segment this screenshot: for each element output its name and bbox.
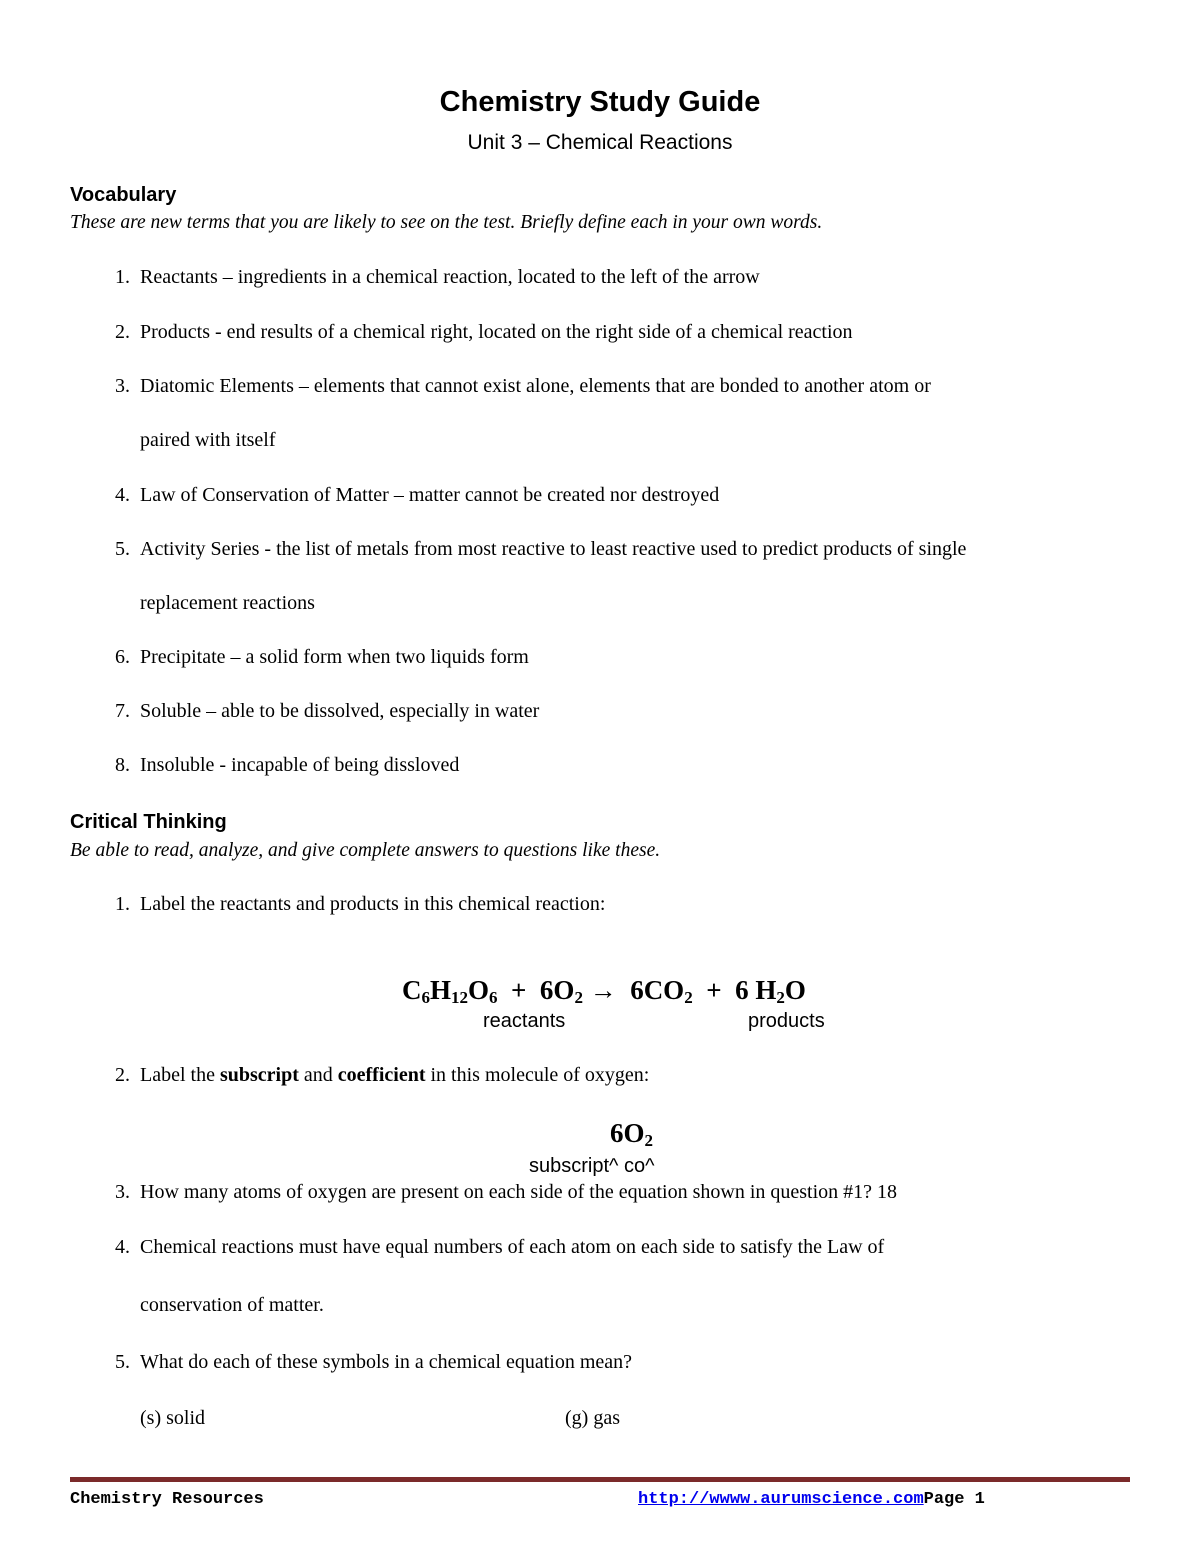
equation-subscript: 2 [776, 988, 785, 1007]
vocab-item-number: 7. [115, 700, 130, 722]
chemical-equation [402, 975, 806, 1006]
equation-water: 6 H [735, 975, 777, 1005]
question-text: What do each of these symbols in a chemical equation mean? [140, 1351, 633, 1373]
footer-right [638, 1490, 985, 1509]
vocab-item-number: 1. [115, 266, 130, 288]
equation-plus: + [511, 975, 527, 1005]
question-text: Chemical reactions must have equal numbers of each atom on each side to satisfy the Law of [140, 1236, 885, 1258]
page-title: Chemistry Study Guide [439, 86, 761, 118]
vocabulary-heading: Vocabulary [70, 184, 177, 206]
vocab-item-text: Insoluble - incapable of being dissloved [140, 754, 460, 776]
question-number: 5. [115, 1351, 130, 1373]
equation-plus: + [706, 975, 722, 1005]
molecule-subscript: 2 [644, 1131, 654, 1150]
equation-carbon: C [402, 975, 422, 1005]
equation-oxygen-molecule: 6O [539, 975, 575, 1005]
vocab-item-text-continued: paired with itself [140, 429, 276, 451]
question-number: 1. [115, 893, 130, 915]
page-subtitle: Unit 3 – Chemical Reactions [467, 131, 733, 154]
vocab-item-text: Precipitate – a solid form when two liquids form [140, 646, 529, 668]
equation-oxygen: O [468, 975, 490, 1005]
equation-arrow: → [589, 975, 617, 1005]
products-label: products [748, 1010, 825, 1032]
symbol-gas: (g) gas [565, 1407, 620, 1429]
question-text-continued: conservation of matter. [140, 1294, 324, 1316]
vocabulary-intro: These are new terms that you are likely to see on the test. Briefly define each in your own words. [70, 212, 823, 233]
vocab-item-text: Soluble – able to be dissolved, especially in water [140, 700, 540, 722]
vocab-item-text-continued: replacement reactions [140, 592, 315, 614]
vocab-item-text: Products - end results of a chemical right, located on the right side of a chemical reaction [140, 321, 853, 343]
vocab-item-text: Diatomic Elements – elements that cannot exist alone, elements that are bonded to another atom or [140, 375, 931, 397]
vocab-item-number: 6. [115, 646, 130, 668]
question-text: Label the subscript and coefficient in this molecule of oxygen: [140, 1064, 650, 1086]
question-text: Label the reactants and products in this chemical reaction: [140, 893, 606, 915]
question-number: 3. [115, 1181, 130, 1203]
molecule-label: subscript^ co^ [529, 1155, 655, 1177]
symbol-solid: (s) solid [140, 1407, 205, 1429]
coefficient-term: coefficient [337, 1064, 426, 1086]
oxygen-molecule: $6O_2$ [610, 1118, 654, 1150]
footer-divider [70, 1477, 1130, 1482]
equation-water-oxygen: O [784, 975, 806, 1005]
equation-subscript: 6 [421, 988, 430, 1007]
vocab-item-text: Reactants – ingredients in a chemical reaction, located to the left of the arrow [140, 266, 760, 288]
page-number: Page 1 [923, 1490, 985, 1509]
equation-hydrogen: H [430, 975, 452, 1005]
vocab-item-number: 3. [115, 375, 130, 397]
question-text: How many atoms of oxygen are present on each side of the equation shown in question #1? 18 [140, 1181, 898, 1203]
vocab-item-number: 2. [115, 321, 130, 343]
question-number: 4. [115, 1236, 130, 1258]
equation-subscript: 12 [451, 988, 469, 1007]
critical-thinking-intro: Be able to read, analyze, and give complete answers to questions like these. [70, 840, 661, 861]
vocab-item-number: 5. [115, 538, 130, 560]
vocab-item-number: 4. [115, 484, 130, 506]
critical-thinking-heading: Critical Thinking [70, 811, 227, 833]
equation-subscript: 2 [684, 988, 693, 1007]
equation-subscript: 2 [574, 988, 583, 1007]
vocab-item-text: Law of Conservation of Matter – matter cannot be created nor destroyed [140, 484, 720, 506]
reactants-label: reactants [483, 1010, 566, 1032]
footer-link[interactable]: http://wwww.aurumscience.com [638, 1490, 924, 1509]
equation-subscript: 6 [489, 988, 498, 1007]
question-number: 2. [115, 1064, 130, 1086]
equation-carbon-dioxide: 6CO [630, 975, 685, 1005]
vocab-item-number: 8. [115, 754, 130, 776]
footer-left-text: Chemistry Resources [70, 1490, 264, 1509]
vocab-item-text: Activity Series - the list of metals from most reactive to least reactive used to predict products of single [140, 538, 967, 560]
subscript-term: subscript [219, 1064, 299, 1086]
